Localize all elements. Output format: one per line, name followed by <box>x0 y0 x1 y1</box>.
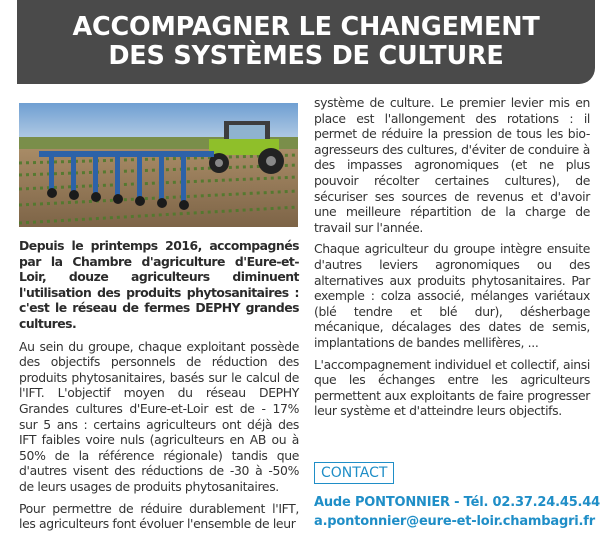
title-line-2: DES SYSTÈMES DE CULTURE <box>108 41 504 71</box>
body-paragraph: système de culture. Le premier levier mis en place est l'allongement des rotations : il permet de réduire la pression de tous les bio-agresseurs des cultures, d'éviter de conduire à des impasses agronomiques (et ne plus pouvoir récolter certaines cultures), de sécuriser ses sources de revenus et d'avoir une meilleure répartition de la charge de travail sur l'année. <box>314 95 590 235</box>
lead-paragraph: Depuis le printemps 2016, accompagnés par la Chambre d'agriculture d'Eure-et-Loir, douze agriculteurs diminuent l'utilisation des produits phytosanitaires : c'est le réseau de fermes DEPHY grandes cultures. <box>19 238 299 331</box>
left-column <box>19 238 299 538</box>
tractor-field-illustration <box>19 103 298 227</box>
body-paragraph: Chaque agriculteur du groupe intègre ensuite d'autres leviers agronomiques ou des alternatives aux produits phytosanitaires. Par exemple : colza associé, mélanges variétaux (blé tendre et blé dur), désherbage mécanique, décalages des dates de semis, implantations de bandes mellifères, ... <box>314 241 590 350</box>
contact-email-link[interactable]: a.pontonnier@eure-et-loir.chambagri.fr <box>314 514 595 529</box>
body-paragraph: L'accompagnement individuel et collectif, ainsi que les échanges entre les agriculteurs permettent aux exploitants de faire progresser leur système et d'atteindre leurs objectifs. <box>314 356 590 419</box>
title-banner <box>17 0 595 84</box>
contact-name-phone: Aude PONTONNIER - Tél. 02.37.24.45.44 <box>314 495 600 510</box>
body-paragraph: Au sein du groupe, chaque exploitant possède des objectifs personnels de réduction des produits phytosanitaires, basés sur le calcul de l'IFT. L'objectif moyen du réseau DEPHY Grandes cultures d'Eure-et-Loir est de - 17% sur 5 ans : certains agriculteurs ont déjà des IFT faibles voire nuls (agriculteurs en AB ou à 50% de la référence régionale) tandis que d'autres visent des réductions de -30 à -50% de leurs usages de produits phytosanitaires. <box>19 338 299 494</box>
field-photo <box>19 103 298 227</box>
right-column <box>314 95 590 425</box>
title-line-1: ACCOMPAGNER LE CHANGEMENT <box>72 12 540 42</box>
body-paragraph: Pour permettre de réduire durablement l'IFT, les agriculteurs font évoluer l'ensemble de leur <box>19 500 299 532</box>
contact-label: CONTACT <box>314 462 394 484</box>
